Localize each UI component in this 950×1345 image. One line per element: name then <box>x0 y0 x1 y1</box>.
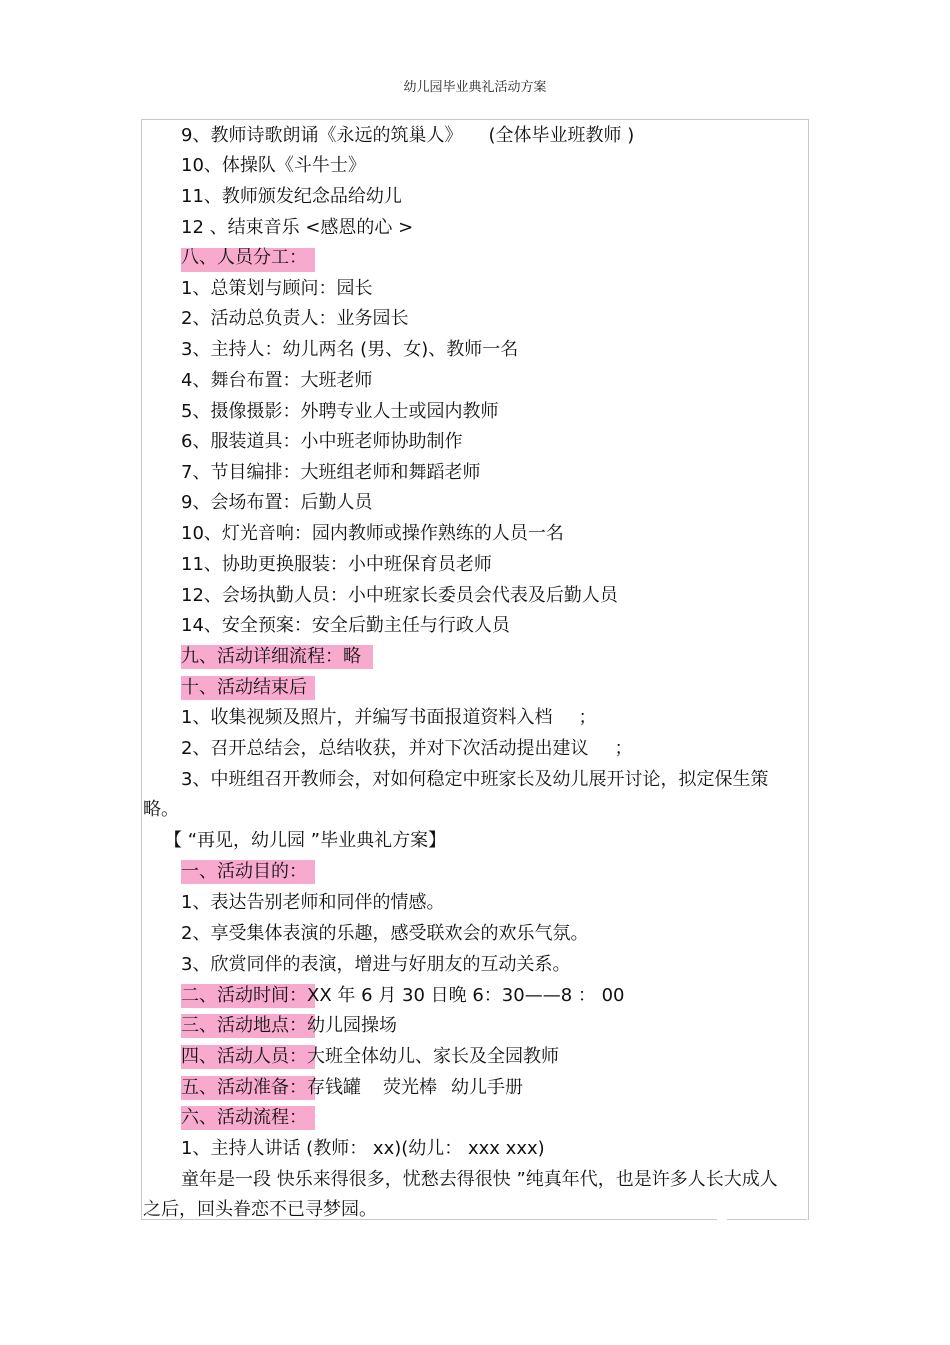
flow-line-1: 1、主持人讲话 (教师： xx)(幼儿： xxx xxx) <box>181 1138 545 1159</box>
page-header: 幼儿园毕业典礼活动方案 <box>403 80 547 95</box>
staff-line-5: 5、摄像摄影：外聘专业人士或园内教师 <box>181 401 499 422</box>
flow-paragraph: 童年是一段 快乐来得很多，忧愁去得很快 ”纯真年代，也是许多人长大成人 <box>181 1169 778 1190</box>
after-line-3-cont: 略。 <box>143 799 179 820</box>
section-heading-6: 六、活动流程： <box>181 1107 307 1128</box>
prep-item-2: 荧光棒 <box>383 1077 437 1098</box>
staff-line-9: 9、会场布置：后勤人员 <box>181 492 373 513</box>
flow-paragraph-cont: 之后，回头眷恋不已寻梦园。 <box>143 1199 377 1220</box>
after-line-2 <box>181 737 632 761</box>
staff-line-4: 4、舞台布置：大班老师 <box>181 370 373 391</box>
goal-line-1: 1、表达告别老师和同伴的情感。 <box>181 892 445 913</box>
after-line-3: 3、中班组召开教师会，对如何稳定中班家长及幼儿展开讨论，拟定保生策 <box>181 769 769 790</box>
people-label: 四、活动人员： <box>181 1046 307 1067</box>
after-line-1 <box>181 706 596 730</box>
people-line <box>181 1045 559 1069</box>
time-label: 二、活动时间： <box>181 985 307 1006</box>
prep-label: 五、活动准备： <box>181 1077 307 1098</box>
program-line-12: 12 、结束音乐 <感恩的心 > <box>181 217 414 238</box>
bottom-rule-right <box>727 1219 807 1220</box>
place-value: 幼儿园操场 <box>307 1015 397 1036</box>
after-line-2-text: 2、召开总结会，总结收获，并对下次活动提出建议 <box>181 738 589 759</box>
after-line-2-end: ； <box>614 738 633 759</box>
staff-line-12: 12、会场执勤人员：小中班家长委员会代表及后勤人员 <box>181 585 618 606</box>
staff-line-2: 2、活动总负责人：业务园长 <box>181 308 409 329</box>
section-heading-10: 十、活动结束后 <box>181 677 307 698</box>
time-value: XX 年 6 月 30 日晚 6：30——8 ： 00 <box>307 985 625 1006</box>
prep-item-1: 存钱罐 <box>307 1077 361 1098</box>
time-line <box>181 984 625 1008</box>
staff-line-14: 14、安全预案：安全后勤主任与行政人员 <box>181 615 510 636</box>
program-line-9-text: 9、教师诗歌朗诵《永远的筑巢人》 <box>181 125 463 146</box>
program-line-9-note: (全体毕业班教师 ) <box>488 125 635 146</box>
section-heading-1: 一、活动目的： <box>181 861 307 882</box>
staff-line-10: 10、灯光音响：园内教师或操作熟练的人员一名 <box>181 523 564 544</box>
plan-title: 【 “再见，幼儿园 ”毕业典礼方案】 <box>164 830 447 851</box>
staff-line-7: 7、节目编排：大班组老师和舞蹈老师 <box>181 462 481 483</box>
program-line-10: 10、体操队《斗牛士》 <box>181 155 366 176</box>
program-line-9 <box>181 124 634 148</box>
staff-line-1: 1、总策划与顾问：园长 <box>181 278 373 299</box>
after-line-1-end: ； <box>578 707 597 728</box>
after-line-1-text: 1、收集视频及照片，并编写书面报道资料入档 <box>181 707 553 728</box>
place-line <box>181 1014 397 1038</box>
staff-line-11: 11、协助更换服装：小中班保育员老师 <box>181 554 492 575</box>
prep-line <box>181 1076 523 1100</box>
staff-line-6: 6、服装道具：小中班老师协助制作 <box>181 431 463 452</box>
place-label: 三、活动地点： <box>181 1015 307 1036</box>
staff-line-3: 3、主持人：幼儿两名 (男、女)、教师一名 <box>181 339 519 360</box>
program-line-11: 11、教师颁发纪念品给幼儿 <box>181 186 402 207</box>
prep-item-3: 幼儿手册 <box>451 1077 523 1098</box>
goal-line-3: 3、欣赏同伴的表演，增进与好朋友的互动关系。 <box>181 954 571 975</box>
people-value: 大班全体幼儿、家长及全园教师 <box>307 1046 559 1067</box>
goal-line-2: 2、享受集体表演的乐趣，感受联欢会的欢乐气氛。 <box>181 923 589 944</box>
section-heading-9: 九、活动详细流程：略 <box>181 646 361 667</box>
section-heading-8: 八、人员分工： <box>181 247 307 268</box>
